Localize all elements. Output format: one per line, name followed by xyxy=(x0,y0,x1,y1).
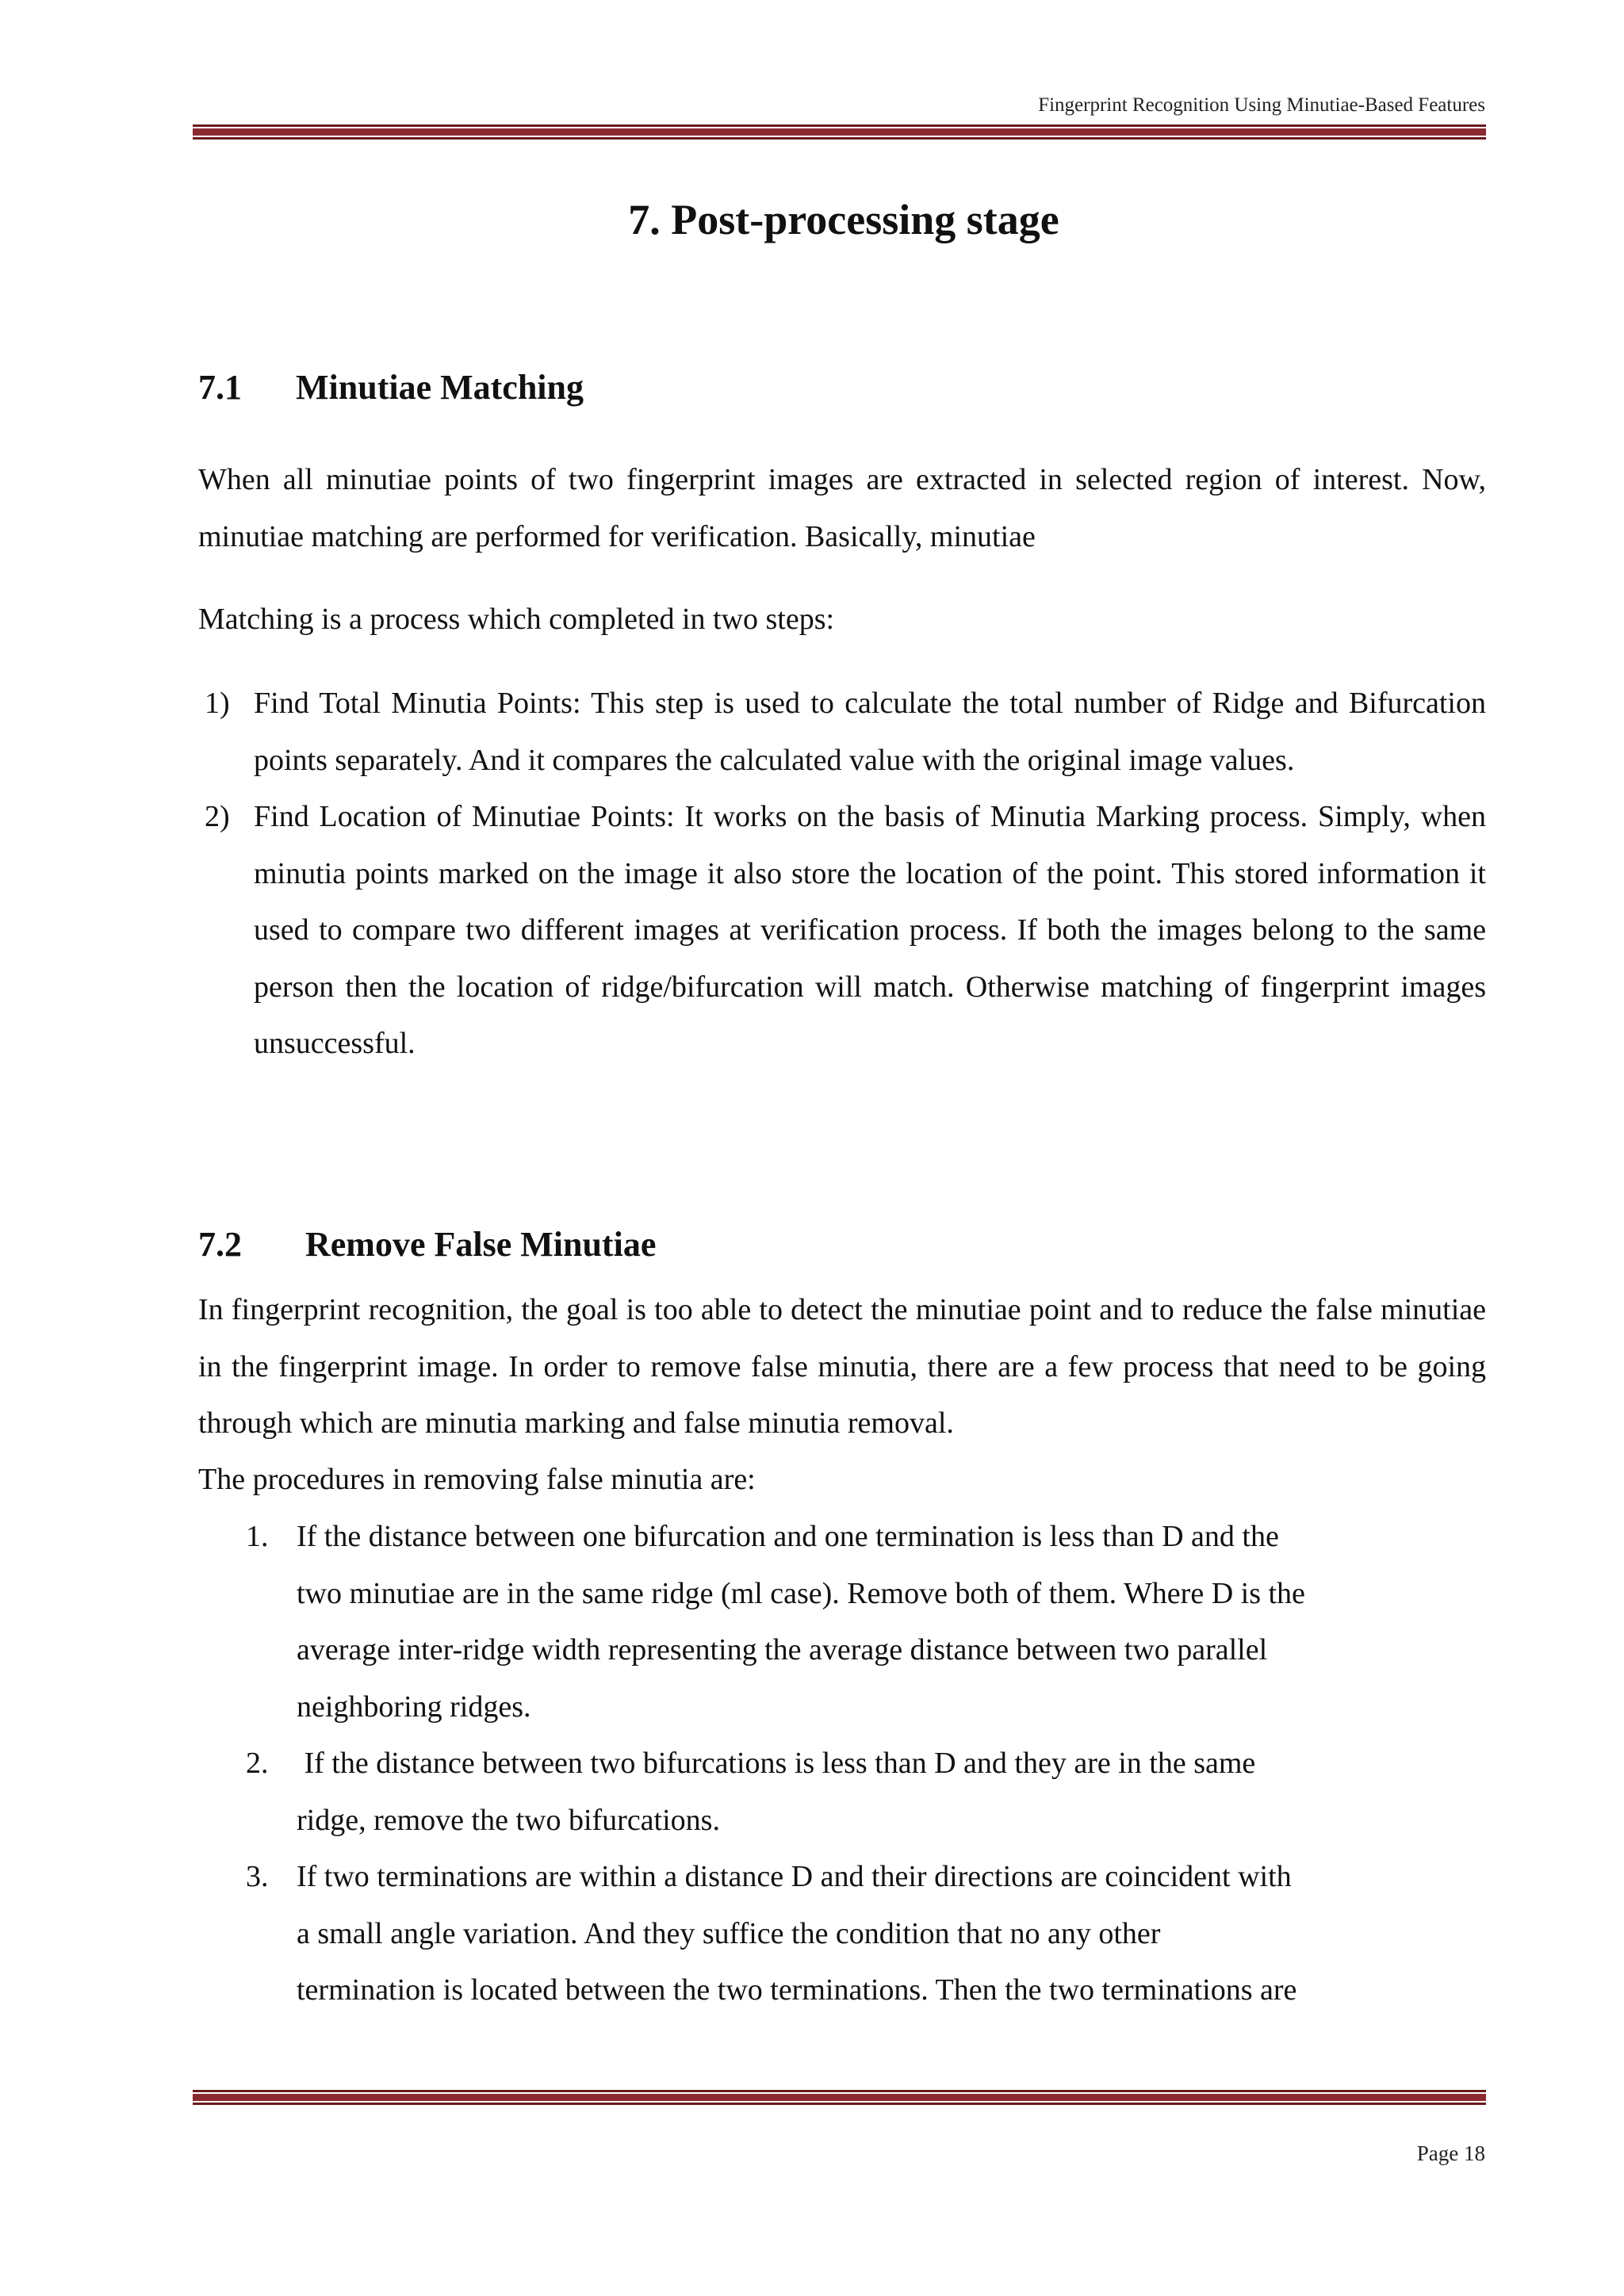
list-item xyxy=(198,1735,1404,1849)
list-item-line: termination is located between the two terminations. Then the two terminations are xyxy=(297,1973,1297,2007)
list-marker: 2) xyxy=(205,800,230,833)
page-number: Page 18 xyxy=(1416,2141,1485,2165)
section-title: Remove False Minutiae xyxy=(305,1225,657,1264)
list-item-text: Find Location of Minutiae Points: It works on the basis of Minutia Marking process. Simply, when minutia points marked on the image it also store the location of the point. This stored information it used to compare two different images at verification process. If both the images belong to the same person then the location of ridge/bifurcation will match. Otherwise matching of fingerprint images unsuccessful. xyxy=(254,800,1486,1060)
list-marker: 3. xyxy=(246,1860,269,1893)
list-item-line: two minutiae are in the same ridge (ml case). Remove both of them. Where D is the xyxy=(297,1576,1305,1610)
list-item-line: average inter-ridge width representing the average distance between two parallel xyxy=(297,1633,1268,1667)
chapter-title: 7. Post-processing stage xyxy=(628,196,1059,243)
list-item-line: If the distance between two bifurcations is less than D and they are in the same xyxy=(297,1747,1256,1780)
matching-steps-list xyxy=(198,675,1486,1073)
list-item xyxy=(198,1849,1404,2019)
header-rule xyxy=(193,124,1486,140)
list-marker: 2. xyxy=(246,1747,269,1780)
list-item-line: If the distance between one bifurcation and one termination is less than D and the xyxy=(297,1520,1279,1553)
list-item-line: ridge, remove the two bifurcations. xyxy=(297,1803,720,1837)
running-header: Fingerprint Recognition Using Minutiae-Based Features xyxy=(1038,94,1485,116)
list-marker: 1) xyxy=(205,687,230,720)
section-number: 7.2 xyxy=(198,1225,242,1264)
list-item-line: neighboring ridges. xyxy=(297,1689,531,1724)
list-item xyxy=(198,789,1486,1073)
section-heading-7-2 xyxy=(198,1223,656,1266)
section-title: Minutiae Matching xyxy=(296,368,584,407)
list-item xyxy=(198,675,1486,789)
paragraph-false-minutiae-intro: In fingerprint recognition, the goal is too able to detect the minutiae point and to reduce the false minutiae in the fingerprint image. In order to remove false minutia, there are a few process that need to be going through which are minutia marking and false minutia removal. xyxy=(198,1293,1486,1440)
paragraph-procedures-intro: The procedures in removing false minutia are: xyxy=(198,1463,756,1496)
list-item-text: Find Total Minutia Points: This step is used to calculate the total number of Ridge and Bifurcation points separately. And it compares the calculated value with the original image values. xyxy=(254,687,1486,777)
paragraph-steps-intro: Matching is a process which completed in two steps: xyxy=(198,603,835,636)
list-item-line: a small angle variation. And they suffice the condition that no any other xyxy=(297,1916,1161,1950)
list-marker: 1. xyxy=(246,1520,269,1553)
section-number: 7.1 xyxy=(198,368,242,407)
removal-procedures-list xyxy=(198,1509,1404,2019)
list-item-line: If two terminations are within a distance D and their directions are coincident with xyxy=(297,1860,1292,1893)
footer-rule xyxy=(193,2090,1486,2105)
paragraph-matching-intro: When all minutiae points of two fingerprint images are extracted in selected region of interest. Now, minutiae matching are performed for verification. Basically, minutiae xyxy=(198,463,1486,553)
list-item xyxy=(198,1509,1404,1735)
section-heading-7-1 xyxy=(198,366,584,409)
